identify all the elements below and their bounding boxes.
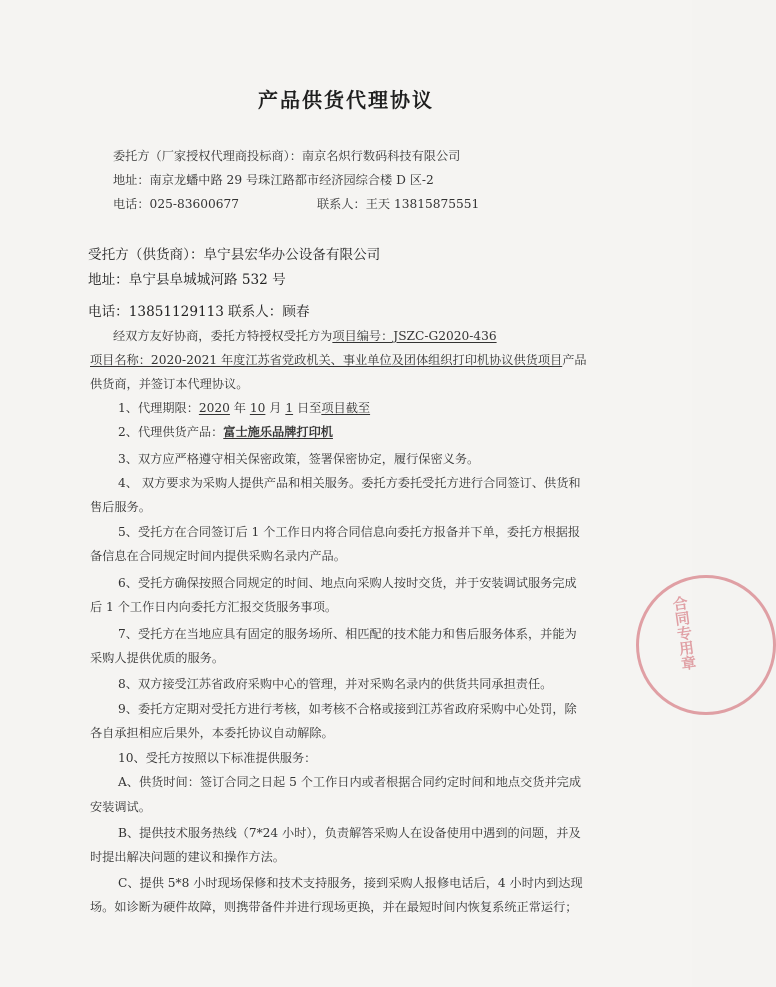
clause-4-line-1: 4、 双方要求为采购人提供产品和相关服务。委托方委托受托方进行合同签订、供货和 — [118, 476, 581, 490]
client-address: 地址：南京龙蟠中路 29 号珠江路都市经济园综合楼 D 区-2 — [113, 173, 434, 187]
clause-9-line-1: 9、委托方定期对受托方进行考核，如考核不合格或接到江苏省政府采购中心处罚，除 — [118, 702, 577, 716]
clause-2 — [118, 424, 333, 440]
client-phone: 电话：025-83600677 — [113, 197, 239, 211]
clause-1-end: 项目截至 — [321, 401, 371, 415]
clause-5-line-2: 备信息在合同规定时间内提供采购名录内产品。 — [90, 549, 346, 563]
agent-contact: 联系人：顾春 — [228, 304, 310, 320]
clause-1-year: 2020 — [198, 401, 230, 415]
project-number: 项目编号：JSZC-G2020-436 — [332, 329, 497, 343]
clause-1-month-unit: 月 — [265, 401, 286, 415]
clause-1-label: 1、代理期限： — [118, 401, 199, 415]
clause-b-line-2: 时提出解决问题的建议和操作方法。 — [90, 850, 285, 864]
clause-9-line-2: 各自承担相应后果外，本委托协议自动解除。 — [90, 726, 334, 740]
clause-8: 8、双方接受江苏省政府采购中心的管理，并对采购名录内的供货共同承担责任。 — [118, 677, 553, 691]
clause-10: 10、受托方按照以下标准提供服务： — [118, 751, 317, 765]
contract-seal-text: 合同专用章 — [669, 594, 699, 672]
client-contact: 联系人：王天 13815875551 — [317, 197, 480, 211]
clause-6-line-1: 6、受托方确保按照合同规定的时间、地点向采购人按时交货，并于安装调试服务完成 — [118, 576, 577, 590]
clause-2-label: 2、代理供货产品： — [118, 425, 224, 439]
clause-7-line-1: 7、受托方在当地应具有固定的服务场所、相匹配的技术能力和售后服务体系，并能为 — [118, 627, 577, 641]
project-name: 项目名称：2020-2021 年度江苏省党政机关、事业单位及团体组织打印机协议供货项目 — [90, 353, 563, 367]
intro-line-2 — [90, 352, 587, 368]
contract-seal-icon — [636, 575, 776, 715]
intro-line-3: 供货商，并签订本代理协议。 — [90, 377, 249, 391]
clause-b-line-1: B、提供技术服务热线（7*24 小时），负责解答采购人在设备使用中遇到的问题，并及 — [118, 826, 581, 840]
clause-4-line-2: 售后服务。 — [90, 500, 151, 514]
clause-6-line-2: 后 1 个工作日内向委托方汇报交货服务事项。 — [90, 600, 338, 614]
clause-1-month: 10 — [249, 401, 266, 415]
intro-suffix: 产品 — [562, 353, 587, 367]
client-party: 委托方（厂家授权代理商投标商）：南京名炽行数码科技有限公司 — [113, 149, 461, 163]
clause-c-line-1: C、提供 5*8 小时现场保修和技术支持服务，接到采购人报修电话后，4 小时内到达现 — [118, 876, 583, 890]
clause-7-line-2: 采购人提供优质的服务。 — [90, 651, 225, 665]
agent-party: 受托方（供货商）：阜宁县宏华办公设备有限公司 — [88, 247, 381, 263]
intro-prefix: 经双方友好协商，委托方特授权受托方为 — [113, 329, 333, 343]
intro-line-1 — [113, 328, 497, 344]
clause-1 — [118, 400, 370, 416]
agent-address: 地址：阜宁县阜城城河路 532 号 — [88, 272, 286, 288]
clause-1-year-unit: 年 — [229, 401, 250, 415]
agent-phone: 电话：13851129113 — [88, 304, 224, 320]
clause-3: 3、双方应严格遵守相关保密政策，签署保密协定，履行保密义务。 — [118, 452, 480, 466]
clause-a-line-2: 安装调试。 — [90, 800, 151, 814]
clause-1-day-unit: 日至 — [293, 401, 322, 415]
clause-a-line-1: A、供货时间：签订合同之日起 5 个工作日内或者根据合同约定时间和地点交货并完成 — [118, 775, 582, 789]
clause-2-product: 富士施乐品牌打印机 — [223, 425, 333, 439]
document-title: 产品供货代理协议 — [258, 88, 434, 112]
clause-5-line-1: 5、受托方在合同签订后 1 个工作日内将合同信息向委托方报备并下单，委托方根据报 — [118, 525, 581, 539]
clause-1-day: 1 — [285, 401, 294, 415]
clause-c-line-2: 场。如诊断为硬件故障，则携带备件并进行现场更换，并在最短时间内恢复系统正常运行； — [90, 900, 578, 914]
